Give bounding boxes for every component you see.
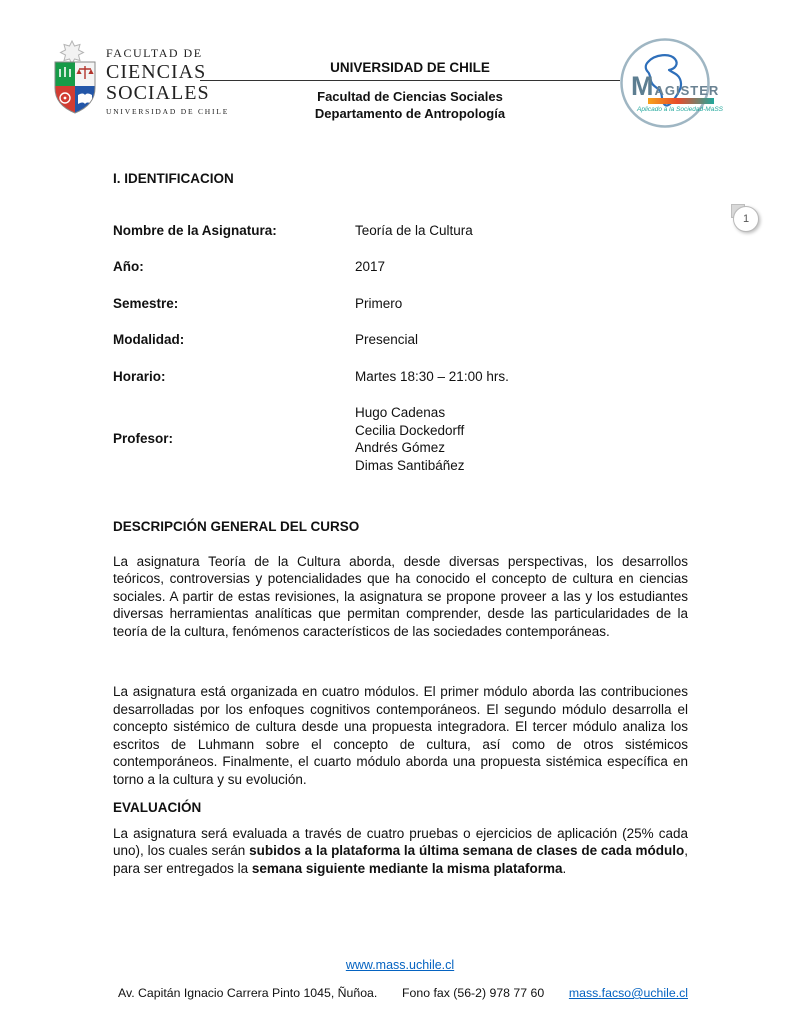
footer-address: Av. Capitán Ignacio Carrera Pinto 1045, Ñuñoa. [118,986,378,1000]
footer-website-row [0,958,800,972]
field-profesor [113,404,688,474]
field-label: Horario: [113,368,166,384]
magister-wordmark [631,71,756,113]
facso-line3: SOCIALES [106,82,210,104]
field-modalidad [113,331,688,349]
field-value: Primero [355,295,403,311]
field-nombre-asignatura [113,222,688,240]
document-letterhead [200,60,620,121]
facso-line2: CIENCIAS [106,61,207,83]
magister-subtitle: Aplicado a la Sociedad-MaSS [637,106,723,113]
field-label: Profesor: [113,431,174,447]
field-value: Martes 18:30 – 21:00 hrs. [355,368,509,384]
field-value: Teoría de la Cultura [355,222,473,238]
footer-phone: Fono fax (56-2) 978 77 60 [402,986,545,1000]
professor-name: Cecilia Dockedorff [355,422,465,438]
paragraph-descripcion-1: La asignatura Teoría de la Cultura aborda, desde diversas perspectivas, los desarrollos teóricos, controversias y potencialidades que ha conocido el concepto de cultura en ciencias sociales. A partir de estas revisiones, la asignatura se propone proveer a las y los estudiantes diversas herramientas analíticas que permitan comprender, desde las particularidades de la teoría de la cultura, fenómenos característicos de las sociedades contemporáneas. [113,553,688,639]
eval-text: . [562,860,567,876]
website-link[interactable]: www.mass.uchile.cl [345,958,455,972]
field-label: Nombre de la Asignatura: [113,222,277,238]
section-heading-evaluacion: EVALUACIÓN [113,800,202,815]
field-ano [113,258,688,276]
comment-number[interactable]: 1 [733,206,759,232]
field-semestre [113,295,688,313]
section-heading-identificacion: I. IDENTIFICACION [113,171,234,186]
field-value: 2017 [355,259,386,274]
eval-text: La asignatura será evaluada a través de cuatro pruebas o ejercicios de aplicación (25% cada uno), los cuales serán [113,825,688,858]
magister-logo [618,36,758,140]
professor-name: Dimas Santibáñez [355,457,465,473]
field-label: Semestre: [113,295,179,311]
paragraph-descripcion-2: La asignatura está organizada en cuatro módulos. El primer módulo aborda las contribuciones desarrolladas por los enfoques cognitivos contemporáneos. El segundo módulo desarrolla el concepto sistémico de cultura desde una propuesta integradora. El tercer módulo analiza los escritos de Luhmann sobre el concepto de cultura, así como de otros sistémicos contemporáneos. Finalmente, el cuarto módulo aborda una propuesta sistémica específica en torno a la cultura y su evolución. [113,684,688,787]
facso-line1: FACULTAD DE [106,46,203,60]
professor-name: Andrés Gómez [355,440,446,455]
document-body [113,170,688,877]
university-name: UNIVERSIDAD DE CHILE [200,60,620,81]
magister-title: MAGISTER [631,71,720,101]
field-value: Presencial [355,332,419,347]
paragraph-evaluacion [113,825,688,878]
department-name: Departamento de Antropología [314,106,506,121]
comment-marker[interactable] [733,206,759,232]
professor-name: Hugo Cadenas [355,405,446,420]
footer-contact-row [118,986,688,1000]
professor-list [355,404,688,474]
facso-shield-icon [52,40,98,122]
field-horario [113,368,688,386]
facso-line4: UNIVERSIDAD DE CHILE [106,107,230,116]
eval-text-bold: semana siguiente mediante la misma plataforma [251,860,563,876]
email-link[interactable]: mass.facso@uchile.cl [568,986,688,1000]
eval-text-bold: subidos a la plataforma la última semana de clases de cada módulo [249,843,685,858]
faculty-name: Facultad de Ciencias Sociales [317,89,503,104]
field-label: Año: [113,259,144,274]
eval-text: , para ser entregados la [113,843,688,876]
section-heading-descripcion: DESCRIPCIÓN GENERAL DEL CURSO [113,519,360,534]
field-label: Modalidad: [113,332,185,347]
